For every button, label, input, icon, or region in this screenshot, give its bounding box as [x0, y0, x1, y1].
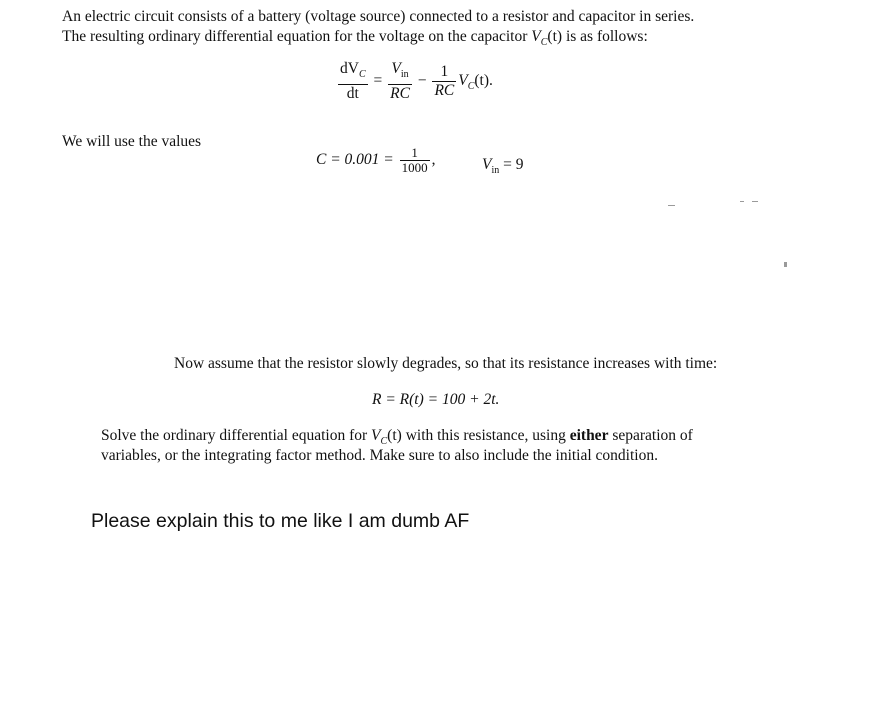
values-label: We will use the values [62, 133, 202, 150]
intro-line-2-post: is as follows: [565, 28, 648, 45]
ode-equation [336, 60, 493, 103]
scan-speck [668, 205, 675, 206]
ode-equals: = [373, 72, 383, 90]
intro-line-2-pre: The resulting ordinary differential equation for the voltage on the capacitor [62, 28, 528, 45]
capacitance-comma: , [431, 151, 436, 169]
scan-speck [784, 262, 787, 267]
user-request: Please explain this to me like I am dumb AF [91, 510, 470, 532]
ode-term1-fraction: $\frac{V_{in}}{RC}$ [390, 60, 410, 103]
intro-line-2 [62, 28, 648, 48]
vc-symbol: $V_C(t)$ [371, 427, 402, 448]
capacitance-equation [316, 146, 436, 175]
scan-speck [752, 201, 758, 202]
either-emphasis: either [569, 427, 609, 444]
vin-equation: $V_{in} = 9$ [482, 156, 524, 177]
ode-lhs-fraction: $\frac{dV_C}{dt}$ [340, 60, 366, 103]
degrade-text: Now assume that the resistor slowly degrades, so that its resistance increases with time: [174, 355, 718, 372]
vc-symbol: $V_C(t)$ [531, 28, 563, 49]
scan-speck [740, 201, 744, 202]
capacitance-fraction: $\frac{1}{1000}$ [401, 145, 428, 175]
intro-line-1: An electric circuit consists of a battery (voltage source) connected to a resistor and capacitor in series. [62, 8, 695, 25]
task-line-1: Solve the ordinary differential equation for $V_C(t)$ with this resistance, using either separation of [101, 427, 693, 448]
task-line-2: variables, or the integrating factor method. Make sure to also include the initial condition. [101, 447, 658, 464]
ode-term2-fraction: $\frac{1}{RC}$ [434, 63, 455, 100]
resistance-equation: R = R(t) = 100 + 2t. [372, 391, 500, 408]
ode-minus: − [417, 72, 427, 90]
capacitance-expr: C = 0.001 = [316, 151, 394, 169]
ode-tail: $V_C(t)$. [458, 72, 493, 93]
